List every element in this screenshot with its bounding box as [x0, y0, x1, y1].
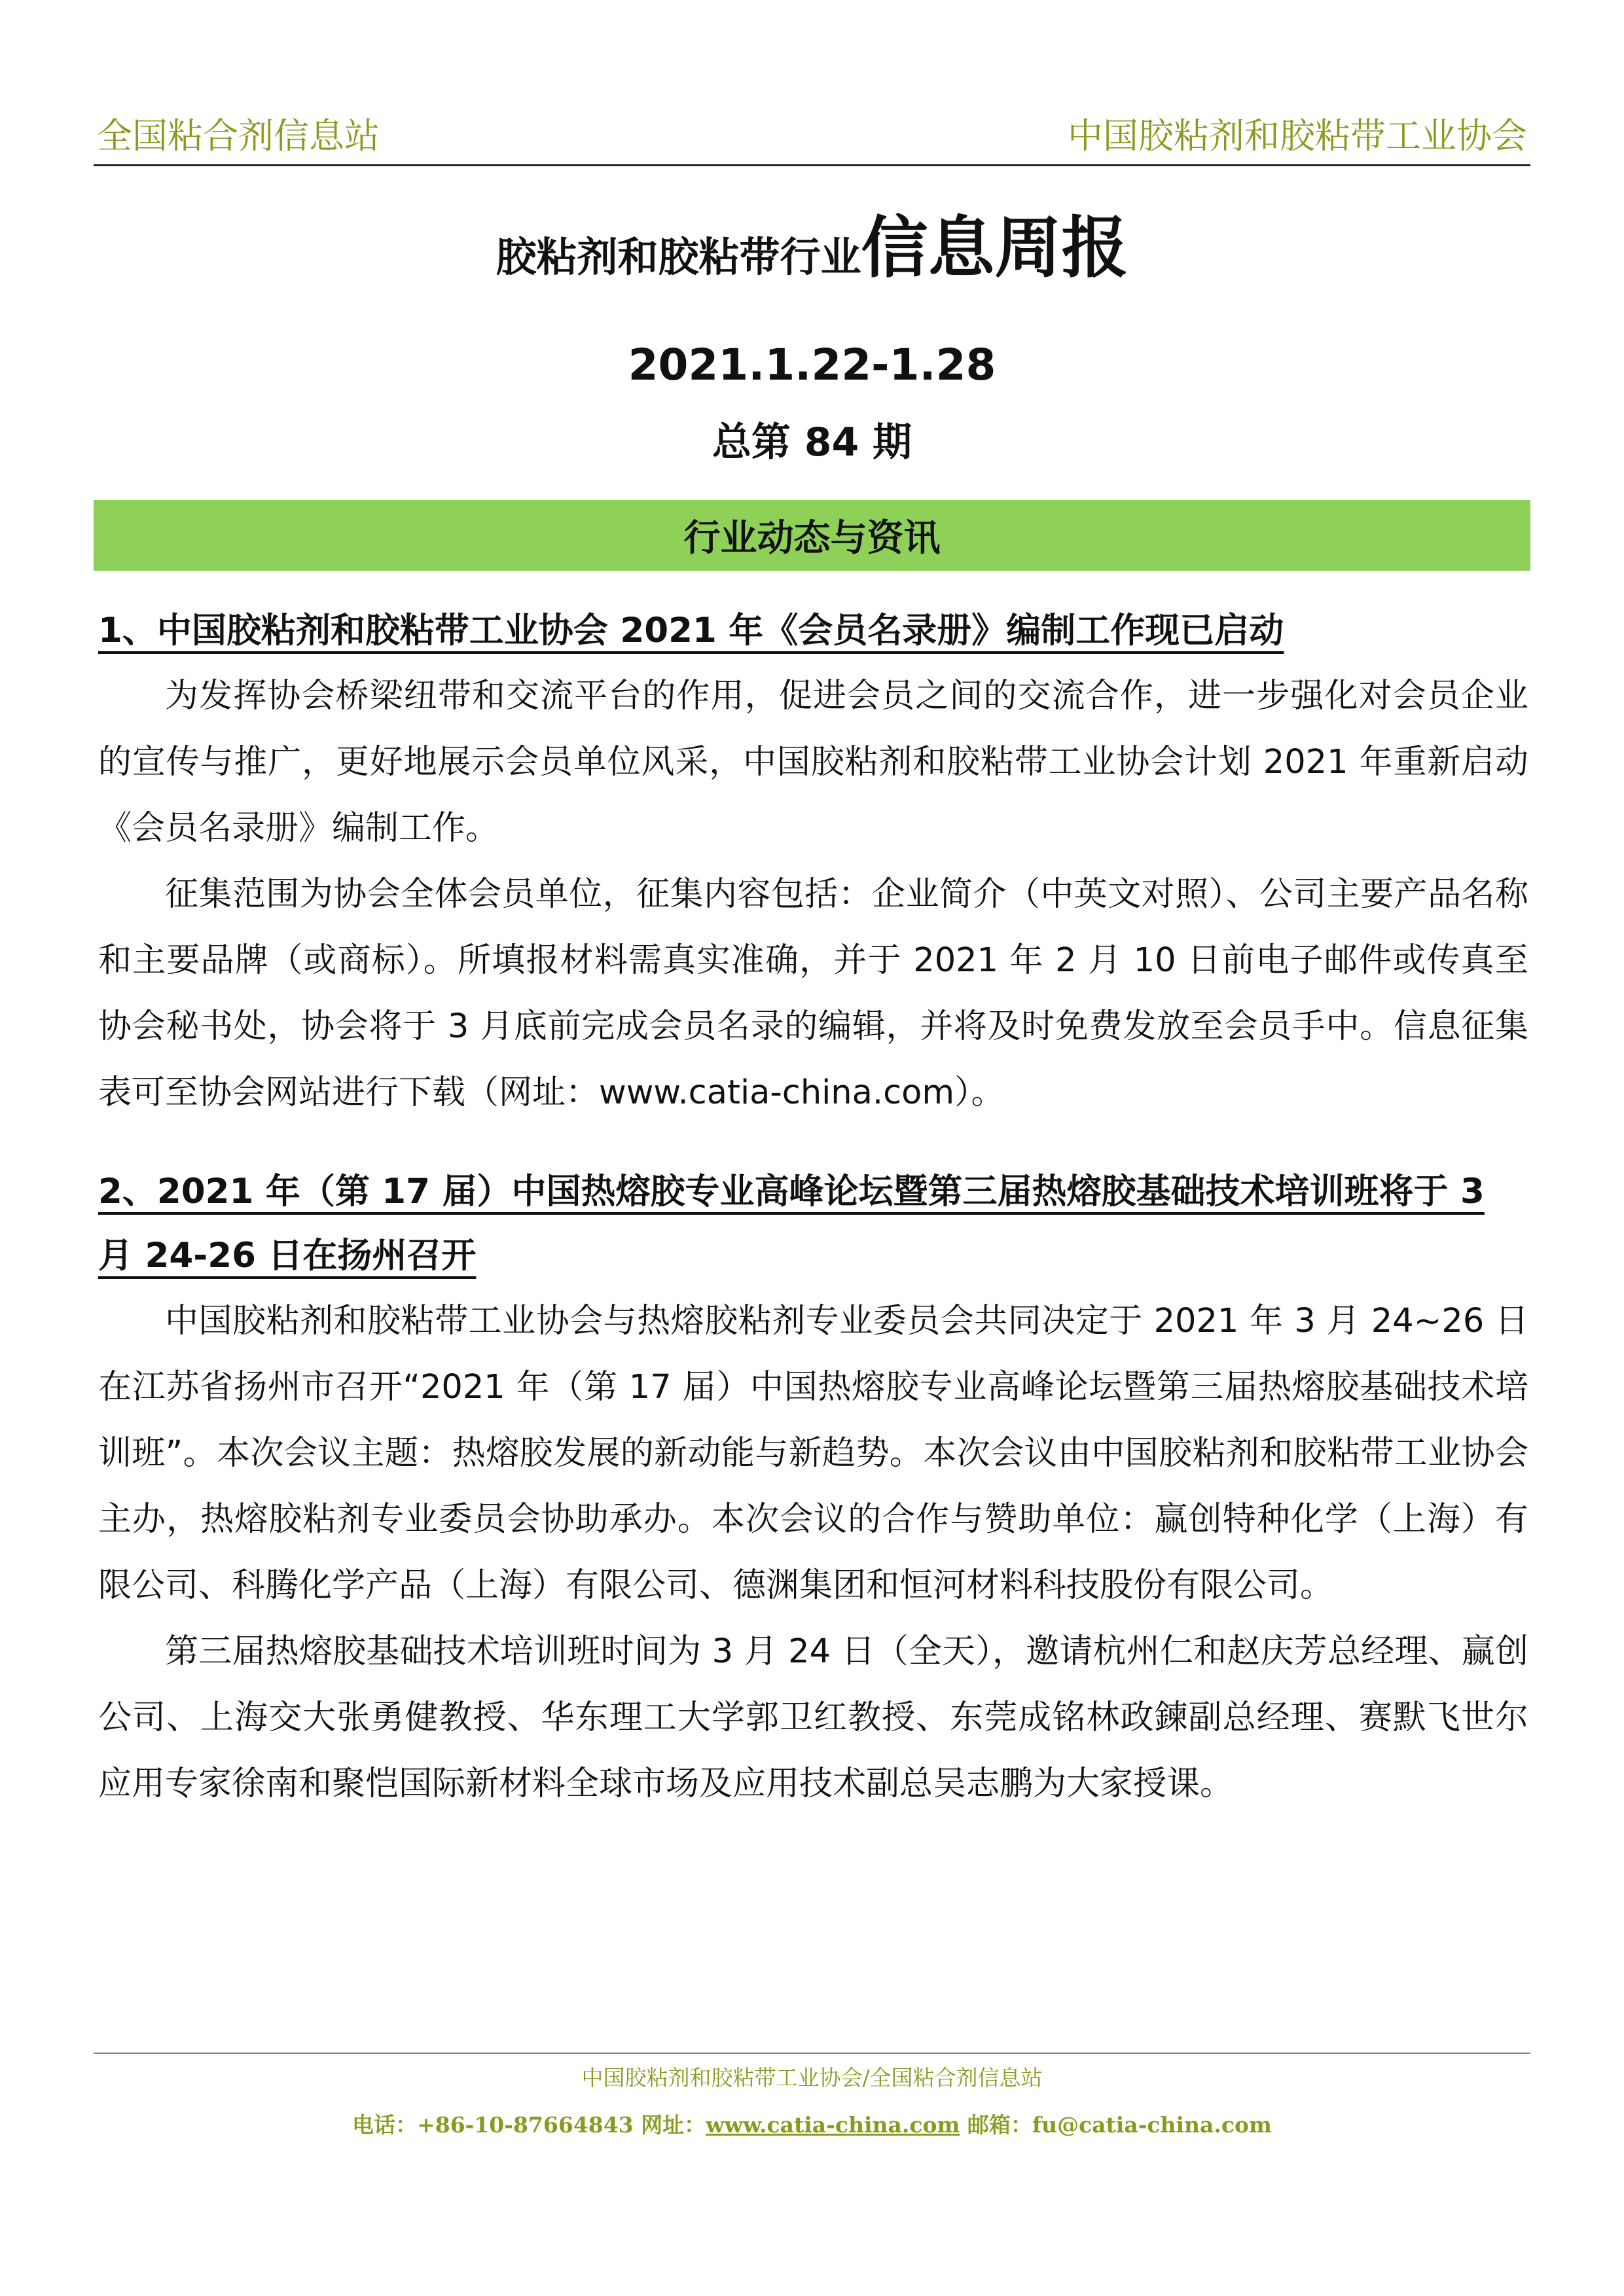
footer-website-link[interactable]: www.catia-china.com	[706, 2112, 960, 2138]
footer-phone: 电话：+86-10-87664843 网址：	[352, 2112, 706, 2138]
article-paragraph: 为发挥协会桥梁纽带和交流平台的作用，促进会员之间的交流合作，进一步强化对会员企业的宣传与推广，更好地展示会员单位风采，中国胶粘剂和胶粘带工业协会计划 2021 年重新启动《会员名录册》编制工作。	[98, 677, 1528, 848]
article-paragraph: 中国胶粘剂和胶粘带工业协会与热熔胶粘剂专业委员会共同决定于 2021 年 3 月 24~26 日在江苏省扬州市召开“2021 年（第 17 届）中国热熔胶专业高峰论坛暨第三届热熔胶基础技术培训班”。本次会议主题：热熔胶发展的新动能与新趋势。本次会议由中国胶粘剂和胶粘带工业协会主办，热熔胶粘剂专业委员会协助承办。本次会议的合作与赞助单位：赢创特种化学（上海）有限公司、科腾化学产品（上海）有限公司、德渊集团和恒河材料科技股份有限公司。	[98, 1302, 1528, 1605]
article-list	[98, 599, 1528, 1817]
article-heading: 1、中国胶粘剂和胶粘带工业协会 2021 年《会员名录册》编制工作现已启动	[98, 611, 1284, 651]
article-spacer	[98, 1126, 1528, 1160]
report-title	[0, 209, 1624, 307]
report-date-range: 2021.1.22-1.28	[628, 340, 996, 390]
article-heading: 2、2021 年（第 17 届）中国热熔胶专业高峰论坛暨第三届热熔胶基础技术培训班将于 3 月 24-26 日在扬州召开	[98, 1172, 1485, 1276]
footer-contact	[0, 2109, 1624, 2142]
issue-number: 总第 84 期	[712, 420, 912, 465]
report-title-prefix: 胶粘剂和胶粘带行业	[496, 233, 861, 281]
footer-divider	[94, 2053, 1530, 2054]
footer-organization: 中国胶粘剂和胶粘带工业协会/全国粘合剂信息站	[581, 2065, 1043, 2090]
header-divider	[94, 164, 1530, 166]
section-banner: 行业动态与资讯	[94, 500, 1530, 571]
header-right-title: 中国胶粘剂和胶粘带工业协会	[1068, 115, 1527, 156]
report-title-main: 信息周报	[861, 209, 1128, 287]
header-left-title: 全国粘合剂信息站	[97, 115, 380, 156]
article-paragraph: 征集范围为协会全体会员单位，征集内容包括：企业简介（中英文对照）、公司主要产品名称和主要品牌（或商标）。所填报材料需真实准确，并于 2021 年 2 月 10 日前电子邮件或传真至协会秘书处，协会将于 3 月底前完成会员名录的编辑，并将及时免费发放至会员手中。信息征集表可至协会网站进行下载（网址：www.catia-china.com）。	[98, 875, 1528, 1112]
footer-email: 邮箱：fu@catia-china.com	[960, 2112, 1272, 2138]
article-paragraph: 第三届热熔胶基础技术培训班时间为 3 月 24 日（全天），邀请杭州仁和赵庆芳总经理、赢创公司、上海交大张勇健教授、华东理工大学郭卫红教授、东莞成铭林政鍊副总经理、赛默飞世尔应用专家徐南和聚恺国际新材料全球市场及应用技术副总吴志鹏为大家授课。	[98, 1632, 1528, 1803]
